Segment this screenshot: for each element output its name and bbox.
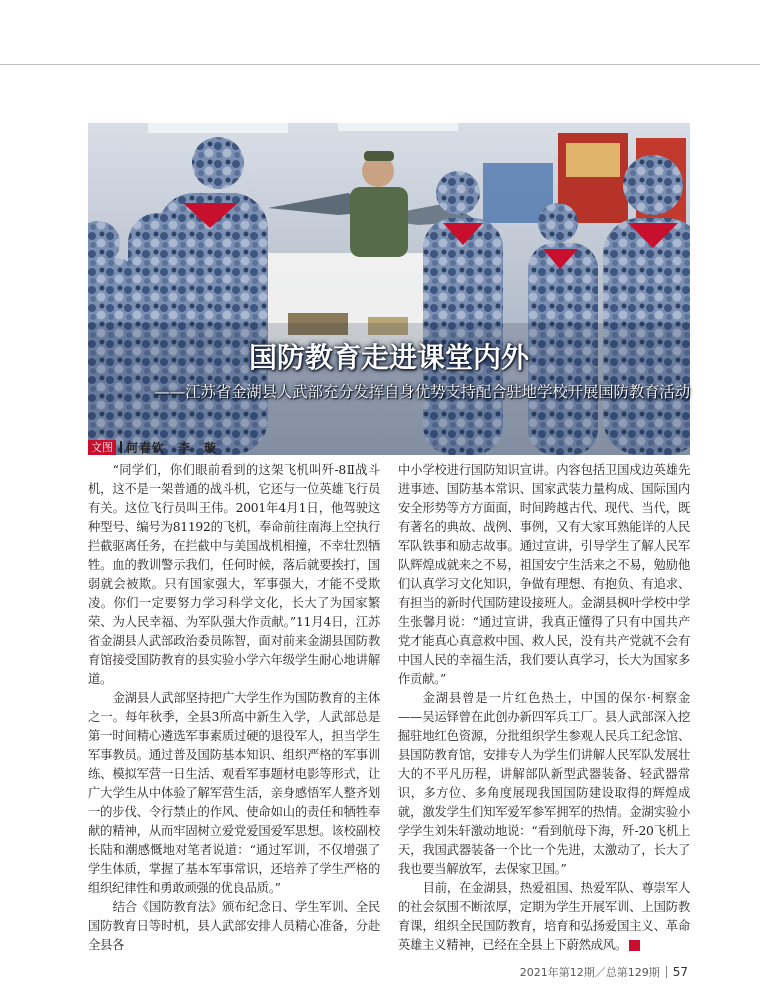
page-number: 57	[672, 965, 688, 979]
left-column	[88, 461, 380, 955]
byline	[88, 439, 217, 455]
byline-tag: 文图	[88, 440, 116, 455]
photo-illustration	[88, 123, 690, 455]
end-mark-icon: G	[629, 940, 640, 951]
article-title: 国防教育走进课堂内外	[248, 341, 529, 374]
article-photo	[88, 123, 690, 455]
right-column	[398, 461, 690, 955]
issue-info: 2021年第12期／总第129期	[519, 966, 660, 979]
byline-divider	[120, 441, 122, 453]
paragraph-last	[398, 879, 690, 955]
paragraph: “同学们，你们眼前看到的这架飞机叫歼-8Ⅱ战斗机，这不是一架普通的战斗机，它还与一位英雄飞行员有关。这位飞行员叫王伟。2001年4月1日，他驾驶这种型号、编号为81192的飞机，奉命前往南海上空执行拦截驱离任务，在拦截中与美国战机相撞，不幸壮烈牺牲。血的教训警示我们，任何时候，落后就要挨打，国弱就会被欺。只有国家强大，军事强大，才能不受欺凌。你们一定要努力学习科学文化，长大了为国家繁荣、为人民幸福、为军队强大作贡献。”11月4日，江苏省金湖县人武部政治委员陈智，面对前来金湖县国防教育馆接受国防教育的县实验小学六年级学生耐心地讲解道。	[88, 463, 380, 686]
paragraph: 结合《国防教育法》颁布纪念日、学生军训、全民国防教育日等时机，县人武部安排人员精心准备，分赴全县各	[88, 900, 380, 952]
article-subtitle: ——江苏省金湖县人武部充分发挥自身优势支持配合驻地学校开展国防教育活动	[154, 383, 690, 401]
footer-divider	[666, 966, 667, 978]
paragraph-continued: 中小学校进行国防知识宣讲。内容包括卫国戍边英雄先进事迹、国防基本常识、国家武装力量构成、国际国内安全形势等方方面面，时间跨越古代、现代、当代，既有著名的典故、战例、事例，又有大家耳熟能详的人民军队铁事和励志故事。通过宣讲，引导学生了解人民军队辉煌成就来之不易，祖国安宁生活来之不易，勉励他们认真学习文化知识，争做有理想、有抱负、有追求、有担当的新时代国防建设接班人。金湖县枫叶学校中学生张馨月说：“通过宣讲，我真正懂得了只有中国共产党才能真心真意救中国、救人民，没有共产党就不会有中国人民的幸福生活，我们要认真学习，长大为国家多作贡献。”	[398, 463, 690, 686]
paragraph-text: 目前，在金湖县，热爱祖国、热爱军队、尊崇军人的社会氛围不断浓厚，定期为学生开展军训、上国防教育课，组织全民国防教育，培育和弘扬爱国主义、革命英雄主义精神，已经在全县上下蔚然成风。	[398, 881, 690, 952]
paragraph: 金湖县人武部坚持把广大学生作为国防教育的主体之一。每年秋季，全县3所高中新生入学，人武部总是第一时间精心遴选军事素质过硬的退役军人，担当学生军事教员。通过普及国防基本知识、组织严格的军事训练、模拟军营一日生活、观看军事题材电影等形式，让广大学生从中体验了解军营生活，亲身感悟军人整齐划一的步伐、令行禁止的作风、使命如山的责任和牺牲奉献的精神，从而牢固树立爱党爱国爱军思想。该校副校长陆和潮感慨地对笔者说道：“通过军训，不仅增强了学生体质，掌握了基本军事常识，还培养了学生严格的组织纪律性和勇敢顽强的优良品质。”	[88, 691, 380, 895]
byline-authors: 何春钦 李 璇	[126, 440, 218, 455]
top-rule	[0, 64, 760, 65]
paragraph: 金湖县曾是一片红色热土，中国的保尔·柯察金——吴运铎曾在此创办新四军兵工厂。县人武部深入挖掘驻地红色资源，分批组织学生参观人民兵工纪念馆、县国防教育馆，安排专人为学生们讲解人民军队发展壮大的不平凡历程，讲解部队新型武器装备、轻武器常识，多方位、多角度展现我国国防建设取得的辉煌成就，激发学生们知军爱军参军拥军的热情。金湖实验小学学生刘朱轩激动地说：“看到航母下海，歼-20飞机上天，我国武器装备一个比一个先进，太激动了，长大了我也要当解放军，去保家卫国。”	[398, 691, 690, 876]
page-footer	[520, 964, 688, 980]
